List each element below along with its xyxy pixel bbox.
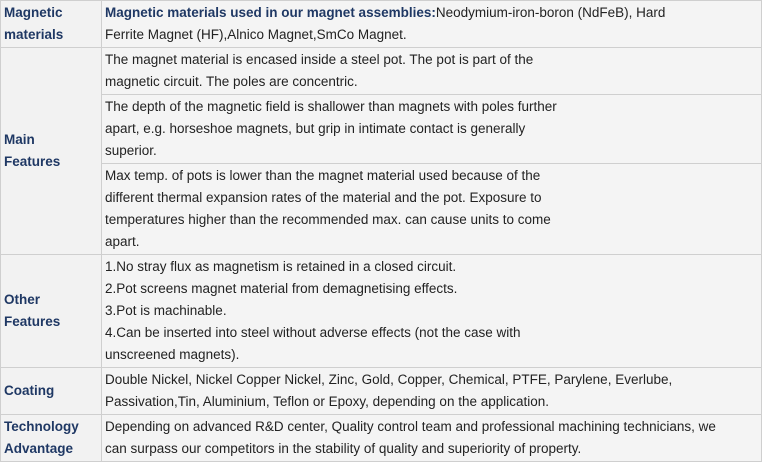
row-coating (1, 368, 762, 415)
magnetic-materials-value (102, 1, 762, 48)
row-technology-advantage (1, 415, 762, 462)
label-line: Technology (4, 419, 79, 434)
label-line: Magnetic (4, 5, 63, 20)
label-magnetic-materials (1, 1, 102, 48)
text-line: 1.No stray flux as magnetism is retained in a closed circuit. (105, 259, 457, 274)
magnetic-materials-heading: Magnetic materials used in our magnet assemblies: (105, 5, 436, 20)
label-line: Features (4, 314, 61, 329)
text-line: different thermal expansion rates of the material and the pot. Exposure to (105, 190, 542, 205)
text-line: Max temp. of pots is lower than the magnet material used because of the (105, 168, 541, 183)
label-line: Coating (4, 383, 55, 398)
row-other-features (1, 255, 762, 368)
main-feature-cell (102, 95, 762, 164)
text-line: unscreened magnets). (105, 347, 240, 362)
text-line: The magnet material is encased inside a steel pot. The pot is part of the (105, 52, 534, 67)
main-feature-cell (102, 164, 762, 255)
label-line: Main (4, 132, 35, 147)
coating-value (102, 368, 762, 415)
label-line: Advantage (4, 441, 74, 456)
text-line: superior. (105, 143, 157, 158)
label-line: Other (4, 292, 41, 307)
label-line: materials (4, 27, 64, 42)
text-line: The depth of the magnetic field is shallower than magnets with poles further (105, 99, 557, 114)
text-line: Passivation,Tin, Aluminium, Teflon or Epoxy, depending on the application. (105, 394, 550, 409)
text-line: can surpass our competitors in the stability of quality and superiority of property. (105, 441, 582, 456)
label-main-features (1, 48, 102, 255)
row-magnetic-materials (1, 1, 762, 48)
label-line: Features (4, 154, 61, 169)
text-line: apart. (105, 234, 140, 249)
text-line: Ferrite Magnet (HF),Alnico Magnet,SmCo Magnet. (105, 27, 407, 42)
label-technology-advantage (1, 415, 102, 462)
text-line (105, 2, 758, 24)
row-main-features (1, 95, 762, 164)
label-coating (1, 368, 102, 415)
text-line: Depending on advanced R&D center, Quality control team and professional machining technicians, we (105, 419, 716, 434)
magnetic-materials-list: Neodymium-iron-boron (NdFeB), Hard (435, 5, 666, 20)
label-other-features (1, 255, 102, 368)
text-line: 3.Pot is machinable. (105, 303, 227, 318)
main-feature-cell (102, 48, 762, 95)
row-main-features (1, 48, 762, 95)
technology-advantage-value (102, 415, 762, 462)
text-line: magnetic circuit. The poles are concentric. (105, 74, 358, 89)
text-line: 2.Pot screens magnet material from demagnetising effects. (105, 281, 458, 296)
row-main-features (1, 164, 762, 255)
text-line: 4.Can be inserted into steel without adverse effects (not the case with (105, 325, 521, 340)
text-line: Double Nickel, Nickel Copper Nickel, Zinc, Gold, Copper, Chemical, PTFE, Parylene, Everlube, (105, 372, 673, 387)
text-line: apart, e.g. horseshoe magnets, but grip in intimate contact is generally (105, 121, 526, 136)
other-features-value (102, 255, 762, 368)
text-line: temperatures higher than the recommended max. can cause units to come (105, 212, 551, 227)
